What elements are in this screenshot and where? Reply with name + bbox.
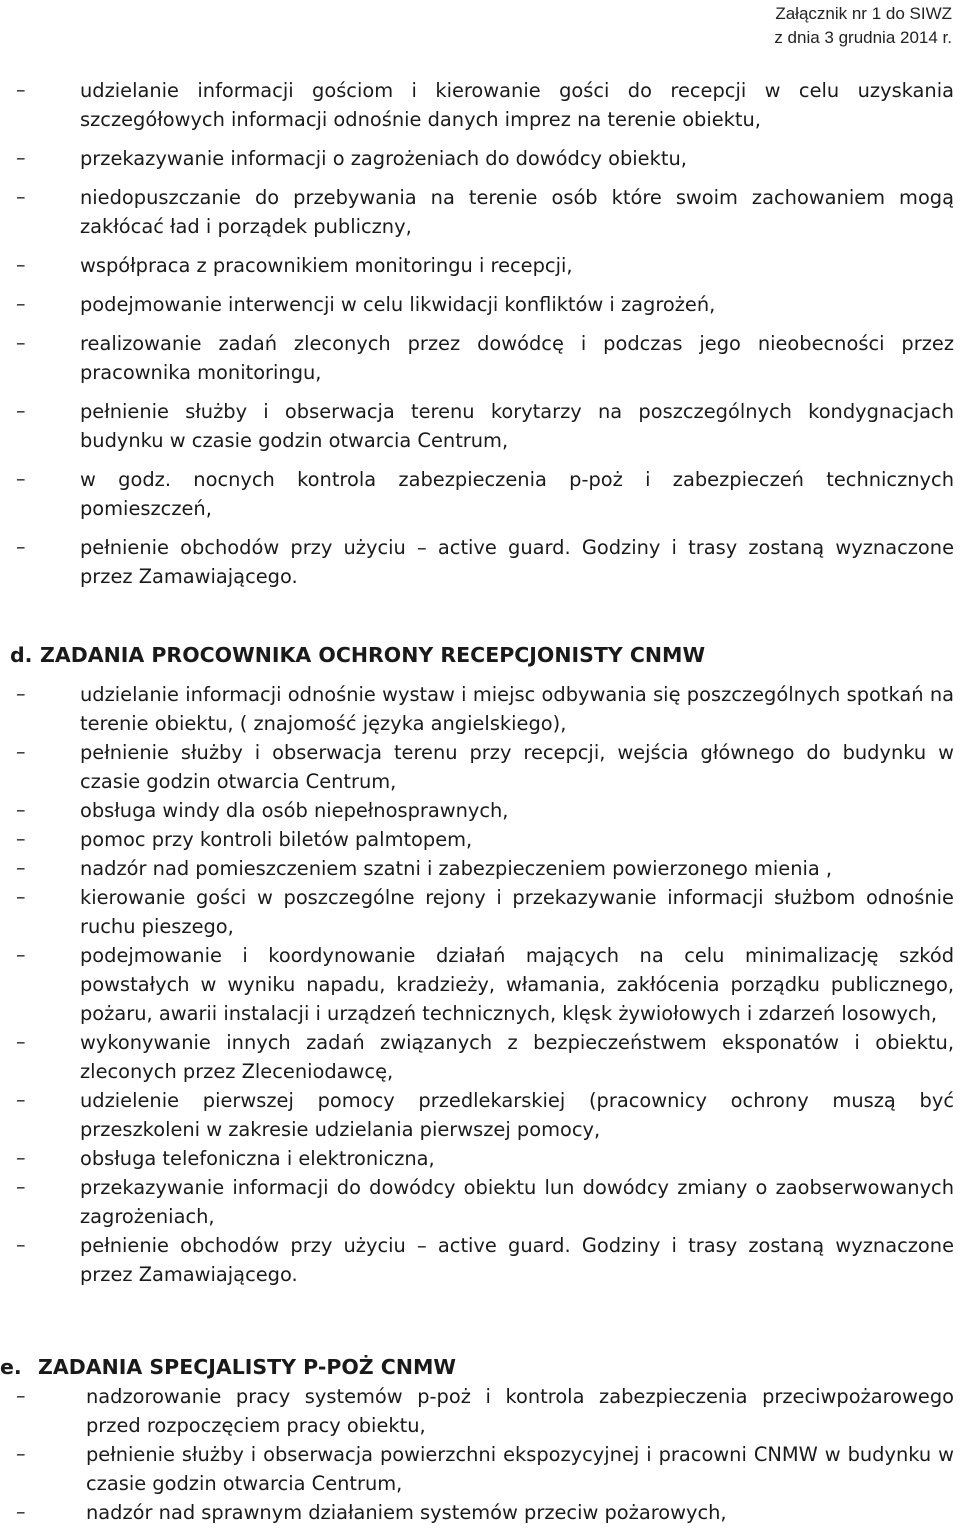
dash-bullet: – (16, 1385, 26, 1407)
dash-bullet: – (16, 1031, 26, 1053)
section-title: ZADANIA SPECJALISTY P-POŻ CNMW (38, 1355, 456, 1379)
list-item (0, 1028, 960, 1086)
dash-bullet: – (16, 79, 26, 101)
section-d-heading (0, 640, 960, 670)
list-item (0, 251, 960, 280)
item-text: przekazywanie informacji o zagrożeniach do dowódcy obiektu, (80, 147, 687, 170)
dash-bullet: – (16, 332, 26, 354)
section-e (0, 1352, 960, 1527)
section-d (0, 640, 960, 1289)
item-text: realizowanie zadań zleconych przez dowódcę i podczas jego nieobecności przez pracownika monitoringu, (80, 332, 954, 384)
item-text: podejmowanie interwencji w celu likwidacji konfliktów i zagrożeń, (80, 293, 716, 316)
list-item (0, 76, 960, 134)
attachment-header (774, 2, 952, 50)
item-text: przekazywanie informacji do dowódcy obiektu lun dowódcy zmiany o zaobserwowanych zagrożeniach, (80, 1176, 954, 1228)
list-item (0, 1086, 960, 1144)
dash-bullet: – (16, 1234, 26, 1256)
section-letter: e. (0, 1355, 22, 1379)
item-text: podejmowanie i koordynowanie działań mających na celu minimalizację szkód powstałych w wyniku napadu, kradzieży, włamania, zakłócenia porządku publicznego, pożaru, awarii instalacji i urządzeń technicznych, klęsk żywiołowych i zdarzeń losowych, (80, 944, 954, 1025)
item-text: udzielanie informacji gościom i kierowanie gości do recepcji w celu uzyskania szczegółowych informacji odnośnie danych imprez na terenie obiektu, (80, 79, 954, 131)
list-item (0, 1498, 960, 1527)
list-item (0, 1440, 960, 1498)
item-text: kierowanie gości w poszczególne rejony i przekazywanie informacji służbom odnośnie ruchu pieszego, (80, 886, 954, 938)
list-item (0, 533, 960, 591)
dash-bullet: – (16, 683, 26, 705)
list-item (0, 738, 960, 796)
list-item (0, 680, 960, 738)
list-item (0, 144, 960, 173)
section-e-heading (0, 1352, 960, 1382)
item-text: pełnienie służby i obserwacja terenu korytarzy na poszczególnych kondygnacjach budynku w czasie godzin otwarcia Centrum, (80, 400, 954, 452)
list-item (0, 825, 960, 854)
task-list (0, 1382, 960, 1527)
dash-bullet: – (16, 186, 26, 208)
dash-bullet: – (16, 741, 26, 763)
item-text: pełnienie służby i obserwacja powierzchni ekspozycyjnej i pracowni CNMW w budynku w czasie godzin otwarcia Centrum, (86, 1443, 954, 1495)
item-text: obsługa windy dla osób niepełnosprawnych, (80, 799, 509, 822)
list-item (0, 397, 960, 455)
dash-bullet: – (16, 536, 26, 558)
item-text: pełnienie obchodów przy użyciu – active guard. Godziny i trasy zostaną wyznaczone przez Zamawiającego. (80, 1234, 954, 1286)
item-text: pełnienie obchodów przy użyciu – active guard. Godziny i trasy zostaną wyznaczone przez Zamawiającego. (80, 536, 954, 588)
list-item (0, 1144, 960, 1173)
dash-bullet: – (16, 1443, 26, 1465)
dash-bullet: – (16, 828, 26, 850)
item-text: wykonywanie innych zadań związanych z bezpieczeństwem eksponatów i obiektu, zleconych przez Zleceniodawcę, (80, 1031, 954, 1083)
dash-bullet: – (16, 1501, 26, 1523)
section-c-list (0, 76, 960, 601)
dash-bullet: – (16, 1176, 26, 1198)
dash-bullet: – (16, 254, 26, 276)
list-item (0, 290, 960, 319)
item-text: pomoc przy kontroli biletów palmtopem, (80, 828, 473, 851)
list-item (0, 1382, 960, 1440)
item-text: w godz. nocnych kontrola zabezpieczenia p-poż i zabezpieczeń technicznych pomieszczeń, (80, 468, 954, 520)
task-list (0, 76, 960, 591)
list-item (0, 1231, 960, 1289)
task-list (0, 680, 960, 1289)
dash-bullet: – (16, 468, 26, 490)
dash-bullet: – (16, 857, 26, 879)
item-text: współpraca z pracownikiem monitoringu i recepcji, (80, 254, 573, 277)
dash-bullet: – (16, 886, 26, 908)
item-text: udzielenie pierwszej pomocy przedlekarskiej (pracownicy ochrony muszą być przeszkoleni w zakresie udzielania pierwszej pomocy, (80, 1089, 954, 1141)
dash-bullet: – (16, 147, 26, 169)
dash-bullet: – (16, 799, 26, 821)
list-item (0, 796, 960, 825)
dash-bullet: – (16, 400, 26, 422)
list-item (0, 941, 960, 1028)
section-title: ZADANIA PROCOWNIKA OCHRONY RECEPCJONISTY CNMW (40, 643, 706, 667)
item-text: obsługa telefoniczna i elektroniczna, (80, 1147, 435, 1170)
list-item (0, 883, 960, 941)
item-text: udzielanie informacji odnośnie wystaw i miejsc odbywania się poszczególnych spotkań na terenie obiektu, ( znajomość języka angielskiego), (80, 683, 954, 735)
list-item (0, 329, 960, 387)
item-text: niedopuszczanie do przebywania na terenie osób które swoim zachowaniem mogą zakłócać ład i porządek publiczny, (80, 186, 954, 238)
dash-bullet: – (16, 293, 26, 315)
item-text: nadzór nad pomieszczeniem szatni i zabezpieczeniem powierzonego mienia , (80, 857, 833, 880)
item-text: nadzorowanie pracy systemów p-poż i kontrola zabezpieczenia przeciwpożarowego przed rozpoczęciem pracy obiektu, (86, 1385, 954, 1437)
dash-bullet: – (16, 1147, 26, 1169)
list-item (0, 465, 960, 523)
list-item (0, 854, 960, 883)
dash-bullet: – (16, 1089, 26, 1111)
list-item (0, 183, 960, 241)
section-letter: d. (10, 643, 33, 667)
attachment-label: Załącznik nr 1 do SIWZ (775, 4, 952, 23)
item-text: pełnienie służby i obserwacja terenu przy recepcji, wejścia głównego do budynku w czasie godzin otwarcia Centrum, (80, 741, 954, 793)
list-item (0, 1173, 960, 1231)
attachment-date: z dnia 3 grudnia 2014 r. (774, 28, 952, 47)
item-text: nadzór nad sprawnym działaniem systemów przeciw pożarowych, (86, 1501, 727, 1524)
dash-bullet: – (16, 944, 26, 966)
